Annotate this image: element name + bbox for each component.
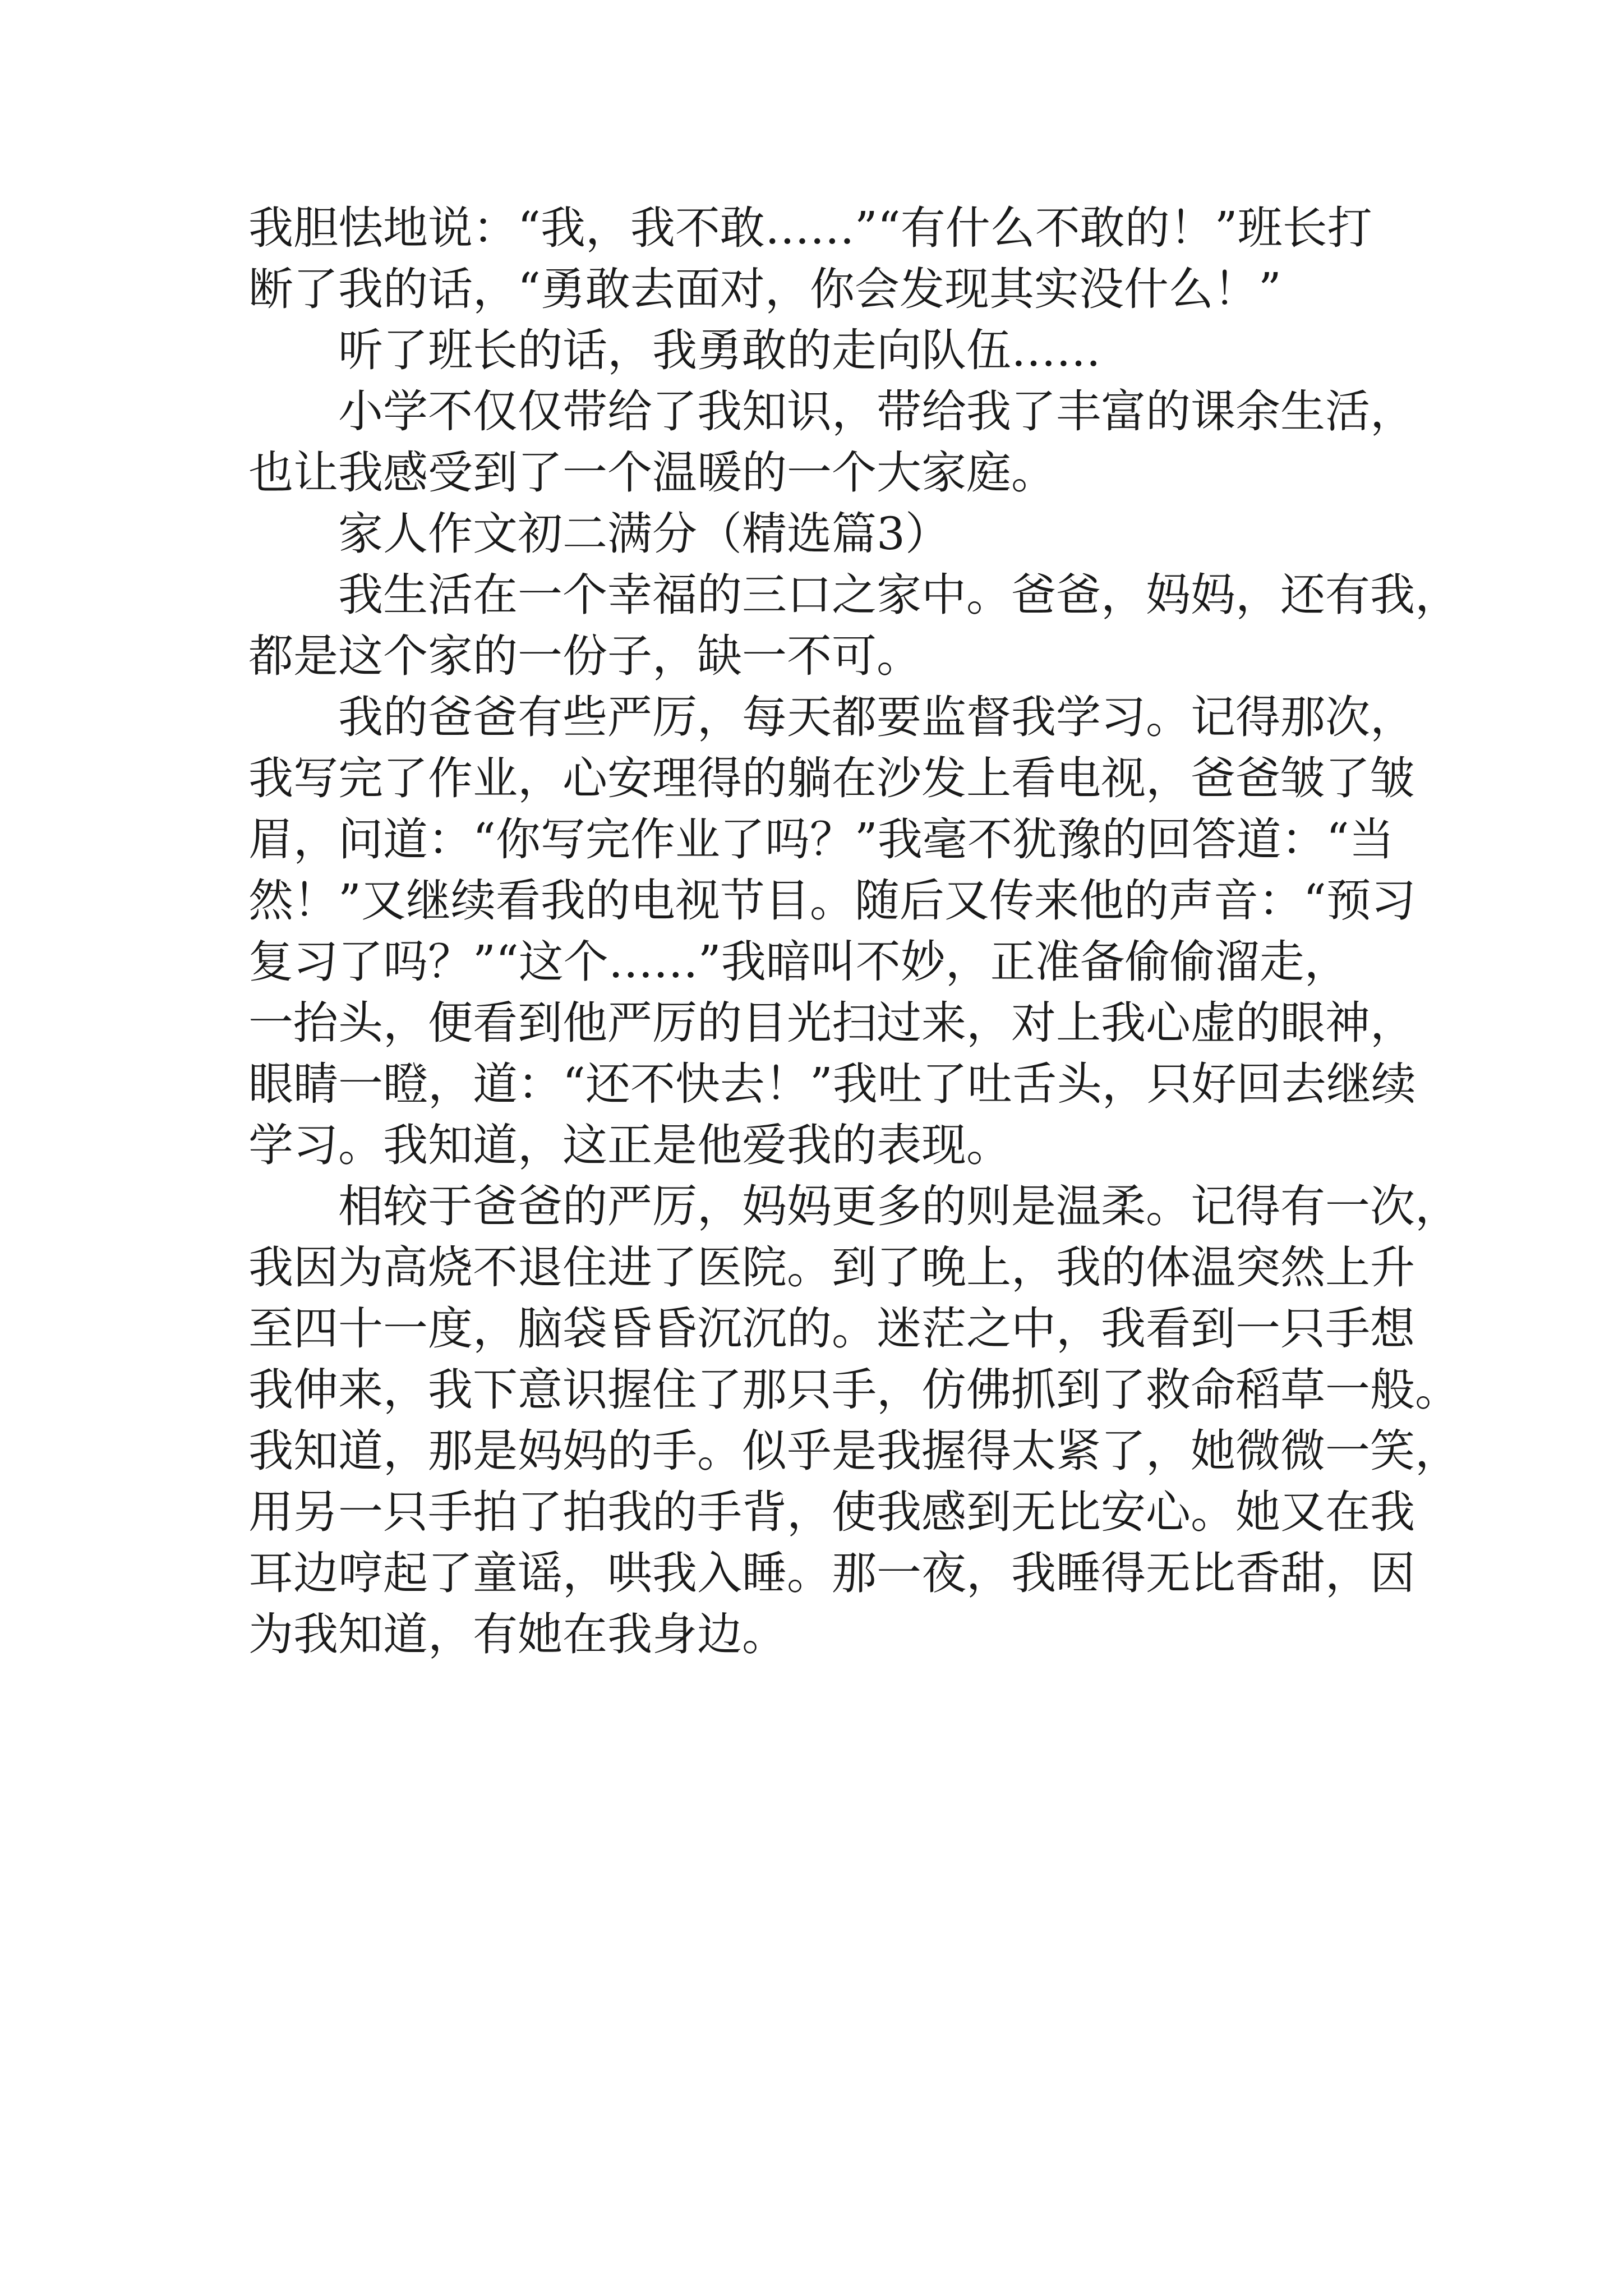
- text-line: 我知道，那是妈妈的手。似乎是我握得太紧了，她微微一笑，: [248, 1425, 1460, 1477]
- text-line: 听了班长的话，我勇敢的走向队伍……: [338, 324, 1101, 376]
- text-line: 也让我感受到了一个温暖的一个大家庭。: [248, 447, 1056, 499]
- text-line: 我胆怯地说：“我，我不敢……”“有什么不敢的！”班长打: [248, 202, 1372, 254]
- essay-body: [248, 197, 1460, 1665]
- text-line: 学习。我知道，这正是他爱我的表现。: [248, 1119, 1011, 1171]
- text-line: 我的爸爸有些严厉，每天都要监督我学习。记得那次，: [338, 691, 1415, 743]
- text-line: 我因为高烧不退住进了医院。到了晚上，我的体温突然上升: [248, 1241, 1415, 1294]
- text-line: 然！”又继续看我的电视节目。随后又传来他的声音：“预习: [248, 875, 1416, 927]
- paragraph-2: [248, 320, 1393, 381]
- text-line: 眉，问道：“你写完作业了吗？”我毫不犹豫的回答道：“当: [248, 813, 1394, 866]
- text-line: 复习了吗？”“这个……”我暗叫不妙，正准备偷偷溜走，: [248, 936, 1349, 988]
- text-line: 一抬头，便看到他严厉的目光扫过来，对上我心虚的眼神，: [248, 997, 1415, 1049]
- heading-line: 家人作文初二满分（精选篇3）: [338, 508, 950, 560]
- paragraph-7: [248, 1176, 1460, 1665]
- text-line: 小学不仅仅带给了我知识，带给我了丰富的课余生活，: [338, 385, 1415, 438]
- text-line: 眼睛一瞪，道：“还不快去！”我吐了吐舌头，只好回去继续: [248, 1058, 1416, 1110]
- text-line: 我伸来，我下意识握住了那只手，仿佛抓到了救命稻草一般。: [248, 1364, 1460, 1416]
- text-line: 我生活在一个幸福的三口之家中。爸爸，妈妈，还有我，: [338, 569, 1460, 621]
- section-heading: [248, 503, 1393, 564]
- text-line: 相较于爸爸的严厉，妈妈更多的则是温柔。记得有一次，: [338, 1180, 1460, 1232]
- text-line: 用另一只手拍了拍我的手背，使我感到无比安心。她又在我: [248, 1486, 1415, 1538]
- text-line: 断了我的话，“勇敢去面对，你会发现其实没什么！”: [248, 263, 1281, 315]
- text-line: 为我知道，有她在我身边。: [248, 1608, 787, 1660]
- paragraph-6: [248, 687, 1416, 1176]
- paragraph-5: [248, 564, 1460, 687]
- text-line: 耳边哼起了童谣，哄我入睡。那一夜，我睡得无比香甜，因: [248, 1547, 1415, 1599]
- paragraph-1: [248, 197, 1393, 320]
- text-line: 我写完了作业，心安理得的躺在沙发上看电视，爸爸皱了皱: [248, 752, 1415, 804]
- text-line: 至四十一度，脑袋昏昏沉沉的。迷茫之中，我看到一只手想: [248, 1303, 1415, 1355]
- text-line: 都是这个家的一份子，缺一不可。: [248, 630, 921, 682]
- paragraph-3: [248, 381, 1415, 503]
